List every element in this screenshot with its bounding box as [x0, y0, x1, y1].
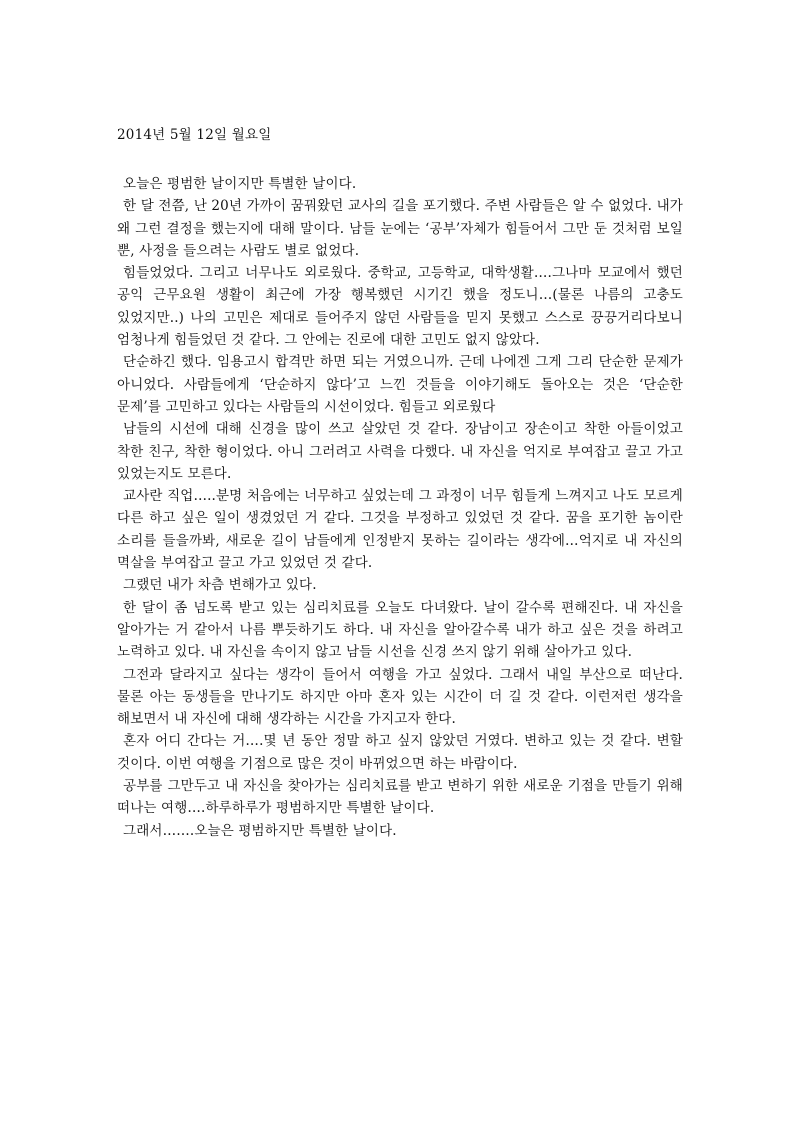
paragraph-3: 힘들었었다. 그리고 너무나도 외로웠다. 중학교, 고등학교, 대학생활….그나마 모교에서 했던 공익 근무요원 생활이 최근에 가장 행복했던 시기긴 했을 정도니…(물론 나름의 고충도 있었지만..) 나의 고민은 제대로 들어주지 않던 사람들을 믿지 못했고 스스로 끙끙거리다보니 엄청나게 힘들었던 것 같다. 그 안에는 진로에 대한 고민도 없지 않았다. — [117, 265, 683, 349]
document-page — [117, 124, 683, 842]
paragraph-11: 공부를 그만두고 내 자신을 찾아가는 심리치료를 받고 변하기 위한 새로운 기점을 만들기 위해 떠나는 여행….하루하루가 평범하지만 특별한 날이다. — [117, 778, 683, 817]
paragraph-9: 그전과 달라지고 싶다는 생각이 들어서 여행을 가고 싶었다. 그래서 내일 부산으로 떠난다. 물론 아는 동생들을 만나기도 하지만 아마 혼자 있는 시간이 더 길 것 같다. 이런저런 생각을 해보면서 내 자신에 대해 생각하는 시간을 가지고자 한다. — [117, 666, 683, 728]
paragraph-10: 혼자 어디 간다는 거….몇 년 동안 정말 하고 싶지 않았던 거였다. 변하고 있는 것 같다. 변할 것이다. 이번 여행을 기점으로 많은 것이 바뀌었으면 하는 바람이다. — [117, 733, 683, 772]
paragraph-7: 그랬던 내가 차츰 변해가고 있다. — [123, 577, 317, 594]
paragraph-1: 오늘은 평범한 날이지만 특별한 날이다. — [123, 176, 357, 192]
entry-date: 2014년 5월 12일 월요일 — [117, 127, 272, 143]
paragraph-5: 남들의 시선에 대해 신경을 많이 쓰고 살았던 것 같다. 장남이고 장손이고 착한 아들이었고 착한 친구, 착한 형이었다. 아니 그러려고 사력을 다했다. 내 자신을 억지로 부여잡고 끌고 가고 있었는지도 모른다. — [117, 421, 683, 482]
paragraph-6: 교사란 직업…..분명 처음에는 너무하고 싶었는데 그 과정이 너무 힘들게 느껴지고 나도 모르게 다른 하고 싶은 일이 생겼었던 거 같다. 그것을 부정하고 있었던 것 같다. 꿈을 포기한 놈이란 소리를 들을까봐, 새로운 길이 남들에게 인정받지 못하는 길이라는 생각에…억지로 내 자신의 멱살을 부여잡고 끌고 가고 있었던 것 같다. — [117, 488, 683, 572]
paragraph-12: 그래서…….오늘은 평범하지만 특별한 날이다. — [123, 822, 397, 839]
paragraph-2: 한 달 전쯤, 난 20년 가까이 꿈꿔왔던 교사의 길을 포기했다. 주변 사람들은 알 수 없었다. 내가 왜 그런 결정을 했는지에 대해 말이다. 남들 눈에는 ‘공부’자체가 힘들어서 그만 둔 것처럼 보일 뿐, 사정을 들으려는 사람도 별로 없었다. — [117, 198, 683, 259]
paragraph-4: 단순하긴 했다. 임용고시 합격만 하면 되는 거였으니까. 근데 나에겐 그게 그리 단순한 문제가 아니었다. 사람들에게 ‘단순하지 않다’고 느낀 것들을 이야기해도 돌아오는 것은 ‘단순한 문제’를 고민하고 있다는 사람들의 시선이었다. 힘들고 외로웠다 — [117, 354, 683, 415]
paragraph-8: 한 달이 좀 넘도록 받고 있는 심리치료를 오늘도 다녀왔다. 날이 갈수록 편해진다. 내 자신을 알아가는 거 같아서 나름 뿌듯하기도 하다. 내 자신을 알아갈수록 내가 하고 싶은 것을 하려고 노력하고 있다. 내 자신을 속이지 않고 남들 시선을 신경 쓰지 않기 위해 살아가고 있다. — [117, 599, 683, 661]
